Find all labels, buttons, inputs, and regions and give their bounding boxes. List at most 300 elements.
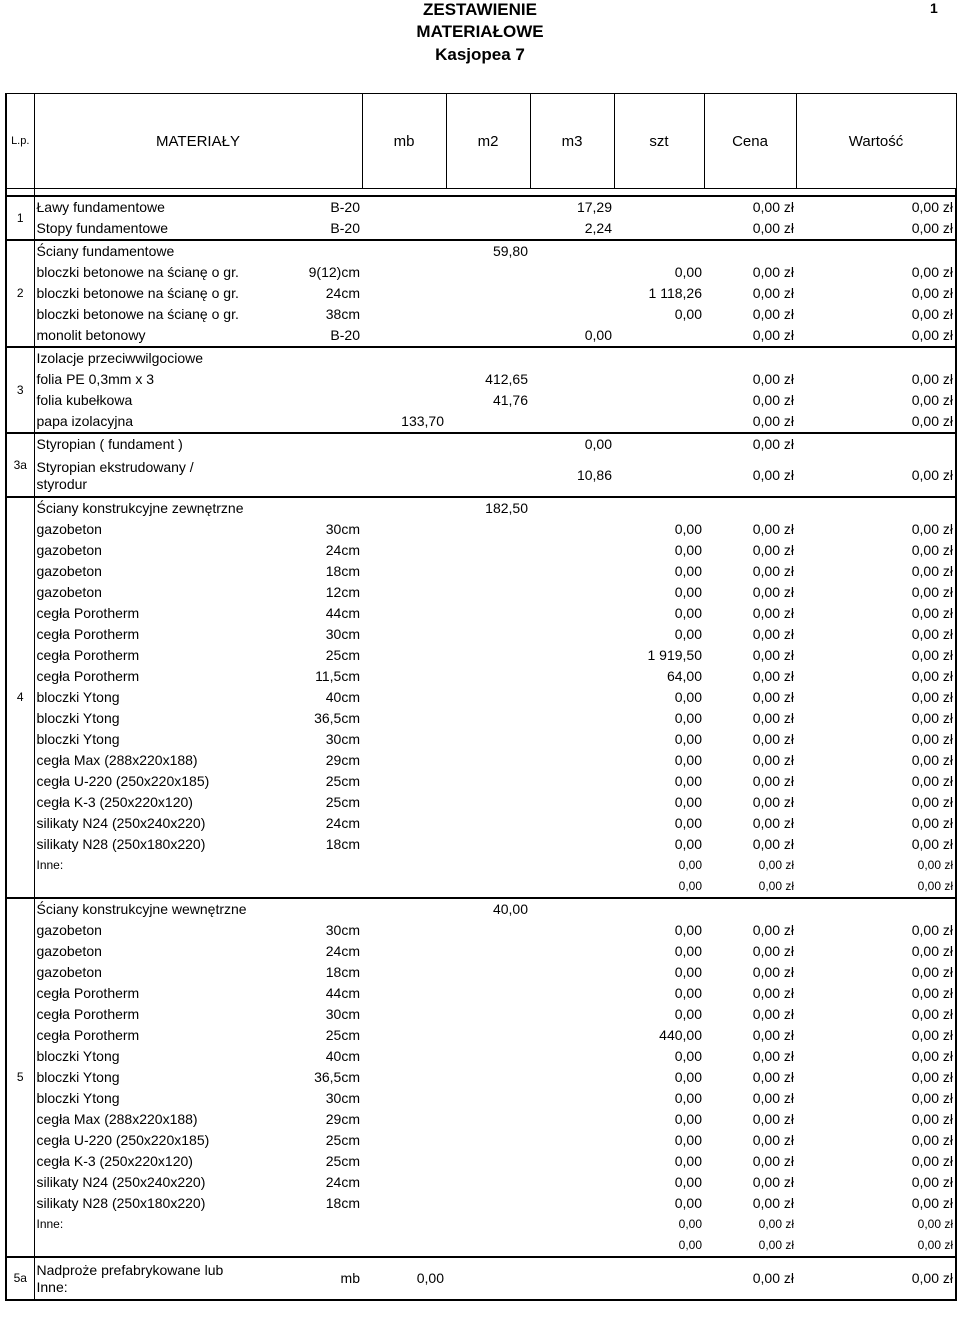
- m2-cell: 59,80: [446, 240, 530, 262]
- cena-cell: 0,00 zł: [752, 922, 794, 938]
- param-cell: B-20: [330, 327, 360, 343]
- empty-cell: [530, 1046, 614, 1067]
- table-row: [6, 347, 956, 369]
- empty-cell: [530, 708, 614, 729]
- empty-cell: [362, 433, 446, 455]
- wartosc-cell: 0,00 zł: [796, 1046, 956, 1067]
- wartosc-cell: 0,00 zł: [796, 834, 956, 855]
- table-row: [6, 729, 956, 750]
- szt-cell: 0,00: [674, 794, 702, 810]
- param-cell: 40cm: [325, 1048, 360, 1064]
- param-cell: 11,5cm: [315, 668, 360, 684]
- table-row: [6, 920, 956, 941]
- cena-cell: 0,00 zł: [752, 794, 794, 810]
- empty-cell: [362, 497, 446, 519]
- empty-cell: [446, 1257, 530, 1300]
- empty-cell: [530, 1193, 614, 1214]
- cena-cell: 0,00 zł: [752, 371, 794, 387]
- param-cell: 25cm: [325, 1153, 360, 1169]
- empty-cell: [362, 1046, 446, 1067]
- empty-cell: [530, 347, 614, 369]
- name-cell: gazobeton: [36, 584, 102, 600]
- empty-cell: [530, 304, 614, 325]
- empty-cell: [530, 750, 614, 771]
- mb-cell: 133,70: [401, 413, 444, 429]
- empty-cell: [362, 283, 446, 304]
- empty-cell: [362, 941, 446, 962]
- name-cell: bloczki betonowe na ścianę o gr.: [36, 306, 239, 322]
- cena-cell: 0,00 zł: [752, 731, 794, 747]
- name-cell: cegła Max (288x220x188): [36, 1111, 198, 1127]
- param-cell: 40cm: [325, 689, 360, 705]
- param-cell: 38cm: [325, 306, 360, 322]
- table-row: [6, 325, 956, 347]
- name-cell: silikaty N24 (250x240x220): [36, 815, 206, 831]
- table-row: [6, 792, 956, 813]
- cena-cell: 0,00 zł: [752, 773, 794, 789]
- wartosc-cell: 0,00 zł: [796, 325, 956, 347]
- wartosc-cell: 0,00 zł: [796, 603, 956, 624]
- empty-cell: [530, 771, 614, 792]
- name-cell: cegła Porotherm: [36, 1006, 140, 1022]
- empty-cell: [362, 1067, 446, 1088]
- empty-cell: [446, 1025, 530, 1046]
- param-cell: 24cm: [325, 815, 360, 831]
- cena-cell: 0,00 zł: [752, 647, 794, 663]
- param-cell: 18cm: [325, 964, 360, 980]
- name-cell: gazobeton: [36, 964, 102, 980]
- wartosc-cell: 0,00 zł: [796, 1109, 956, 1130]
- cena-cell: 0,00 zł: [752, 1006, 794, 1022]
- cena-cell: 0,00 zł: [752, 752, 794, 768]
- empty-cell: [530, 1130, 614, 1151]
- name-cell: bloczki Ytong: [36, 1048, 120, 1064]
- param-cell: 30cm: [325, 1006, 360, 1022]
- empty-cell: [446, 813, 530, 834]
- empty-cell: [446, 941, 530, 962]
- szt-cell: 0,00: [674, 306, 702, 322]
- table-row: [6, 304, 956, 325]
- name-cell: folia kubełkowa: [36, 392, 133, 408]
- header-materialy: MATERIAŁY: [34, 94, 362, 189]
- param-cell: 12cm: [325, 584, 360, 600]
- cena-cell: 0,00 zł: [758, 1238, 794, 1252]
- empty-cell: [446, 983, 530, 1004]
- empty-cell: [796, 240, 956, 262]
- empty-cell: [362, 561, 446, 582]
- table-row: [6, 855, 956, 876]
- name-cell: [34, 455, 302, 497]
- empty-cell: [446, 1130, 530, 1151]
- szt-cell: 0,00: [674, 1048, 702, 1064]
- header-lp: L.p.: [6, 94, 34, 189]
- m3-cell: 2,24: [584, 220, 612, 236]
- name-cell: silikaty N28 (250x180x220): [36, 1195, 206, 1211]
- empty-cell: [446, 1067, 530, 1088]
- cena-cell: 0,00 zł: [752, 327, 794, 343]
- empty-cell: [446, 920, 530, 941]
- empty-cell: [362, 708, 446, 729]
- empty-cell: [362, 771, 446, 792]
- empty-cell: [446, 962, 530, 983]
- empty-cell: [530, 1109, 614, 1130]
- empty-cell: [796, 433, 956, 455]
- szt-cell: 0,00: [674, 922, 702, 938]
- page-number: 1: [930, 0, 938, 16]
- cena-cell: 0,00 zł: [752, 668, 794, 684]
- wartosc-cell: 0,00 zł: [796, 1257, 956, 1300]
- szt-cell: 64,00: [666, 668, 702, 684]
- table-row: [6, 1257, 956, 1300]
- wartosc-cell: 0,00 zł: [796, 519, 956, 540]
- szt-cell: 0,00: [674, 815, 702, 831]
- wartosc-cell: 0,00 zł: [796, 771, 956, 792]
- table-row: [6, 1193, 956, 1214]
- cena-cell: 0,00 zł: [752, 1069, 794, 1085]
- empty-cell: [446, 1046, 530, 1067]
- param-cell: 18cm: [325, 1195, 360, 1211]
- empty-cell: [530, 1025, 614, 1046]
- szt-cell: 0,00: [674, 1111, 702, 1127]
- table-row: [6, 624, 956, 645]
- param-cell: 44cm: [325, 605, 360, 621]
- szt-cell: 0,00: [678, 858, 702, 872]
- name-cell: cegła U-220 (250x220x185): [36, 1132, 210, 1148]
- name-cell: cegła Porotherm: [36, 668, 140, 684]
- table-row: [6, 1025, 956, 1046]
- wartosc-cell: 0,00 zł: [796, 218, 956, 240]
- cena-cell: 0,00 zł: [752, 1174, 794, 1190]
- cena-cell: 0,00 zł: [752, 1195, 794, 1211]
- empty-cell: [614, 325, 704, 347]
- table-row: [6, 433, 956, 455]
- empty-cell: [614, 240, 704, 262]
- param-cell: 44cm: [325, 985, 360, 1001]
- empty-cell: [446, 519, 530, 540]
- name-cell: silikaty N24 (250x240x220): [36, 1174, 206, 1190]
- row-number: 5: [6, 898, 34, 1257]
- empty-cell: [34, 876, 302, 898]
- header-cena: Cena: [704, 94, 796, 189]
- empty-cell: [302, 390, 362, 411]
- empty-cell: [362, 645, 446, 666]
- header-szt: szt: [614, 94, 704, 189]
- table-row: [6, 687, 956, 708]
- wartosc-cell: 0,00 zł: [796, 792, 956, 813]
- m3-cell: 10,86: [576, 467, 612, 483]
- empty-cell: [302, 855, 362, 876]
- empty-cell: [446, 1109, 530, 1130]
- empty-cell: [446, 325, 530, 347]
- cena-cell: 0,00 zł: [704, 1257, 796, 1300]
- table-row: [6, 1046, 956, 1067]
- empty-cell: [362, 519, 446, 540]
- empty-cell: [362, 218, 446, 240]
- wartosc-cell: 0,00 zł: [796, 1172, 956, 1193]
- cena-cell: 0,00 zł: [752, 964, 794, 980]
- header-m2: m2: [446, 94, 530, 189]
- szt-cell: 0,00: [674, 836, 702, 852]
- name-cell: silikaty N28 (250x180x220): [36, 836, 206, 852]
- empty-cell: [614, 898, 704, 920]
- table-row: [6, 262, 956, 283]
- wartosc-cell: 0,00 zł: [796, 1214, 956, 1235]
- empty-cell: [530, 687, 614, 708]
- name-cell: cegła Porotherm: [36, 1027, 140, 1043]
- empty-cell: [362, 1214, 446, 1235]
- empty-cell: [530, 941, 614, 962]
- table-row: [6, 218, 956, 240]
- empty-cell: [362, 855, 446, 876]
- empty-cell: [530, 283, 614, 304]
- name-cell: gazobeton: [36, 922, 102, 938]
- table-row: [6, 283, 956, 304]
- title-line3: Kasjopea 7: [435, 45, 525, 64]
- cena-cell: 0,00 zł: [752, 413, 794, 429]
- empty-cell: [530, 411, 614, 433]
- empty-cell: [530, 645, 614, 666]
- empty-cell: [446, 1004, 530, 1025]
- name-cell: Stopy fundamentowe: [36, 220, 169, 236]
- szt-cell: 0,00: [674, 1069, 702, 1085]
- name-cell: bloczki betonowe na ścianę o gr.: [36, 285, 239, 301]
- szt-cell: 1 118,26: [648, 285, 702, 301]
- empty-cell: [302, 347, 362, 369]
- table-row: [6, 876, 956, 898]
- cena-cell: 0,00 zł: [752, 521, 794, 537]
- param-cell: 24cm: [325, 943, 360, 959]
- table-row: [6, 369, 956, 390]
- name-line2: styrodur: [36, 475, 88, 492]
- empty-cell: [530, 1088, 614, 1109]
- name-cell: bloczki Ytong: [36, 731, 120, 747]
- szt-cell: 0,00: [674, 1132, 702, 1148]
- mb-cell: 0,00: [362, 1257, 446, 1300]
- empty-cell: [796, 347, 956, 369]
- cena-cell: 0,00 zł: [752, 264, 794, 280]
- empty-cell: [362, 1130, 446, 1151]
- m2-cell: 182,50: [446, 497, 530, 519]
- empty-cell: [446, 455, 530, 497]
- szt-cell: 0,00: [674, 773, 702, 789]
- row-number: 3: [6, 347, 34, 433]
- empty-cell: [446, 855, 530, 876]
- cena-cell: 0,00 zł: [758, 858, 794, 872]
- name-cell: gazobeton: [36, 563, 102, 579]
- name-cell: Inne:: [36, 1217, 64, 1231]
- empty-cell: [614, 347, 704, 369]
- wartosc-cell: 0,00 zł: [796, 582, 956, 603]
- szt-cell: 0,00: [674, 731, 702, 747]
- param-cell: 30cm: [325, 922, 360, 938]
- param-cell: B-20: [302, 196, 362, 218]
- empty-cell: [704, 240, 796, 262]
- wartosc-cell: 0,00 zł: [796, 920, 956, 941]
- title-line1: ZESTAWIENIE: [423, 0, 537, 19]
- row-number: 4: [6, 497, 34, 898]
- name-cell: folia PE 0,3mm x 3: [36, 371, 154, 387]
- empty-cell: [530, 855, 614, 876]
- empty-cell: [446, 433, 530, 455]
- cena-cell: 0,00 zł: [752, 306, 794, 322]
- empty-cell: [362, 750, 446, 771]
- empty-cell: [362, 540, 446, 561]
- table-row: [6, 708, 956, 729]
- param-cell: 30cm: [325, 731, 360, 747]
- m3-cell: 0,00: [584, 327, 612, 343]
- empty-cell: [796, 898, 956, 920]
- empty-cell: [302, 240, 362, 262]
- param-cell: 30cm: [325, 1090, 360, 1106]
- header-mb: mb: [362, 94, 446, 189]
- param-cell: 36,5cm: [314, 710, 360, 726]
- szt-cell: 440,00: [659, 1027, 702, 1043]
- empty-cell: [530, 962, 614, 983]
- cena-cell: 0,00 zł: [758, 879, 794, 893]
- name-cell: Ściany konstrukcyjne wewnętrzne: [34, 898, 302, 920]
- empty-cell: [446, 304, 530, 325]
- szt-cell: 0,00: [674, 605, 702, 621]
- empty-cell: [446, 1235, 530, 1257]
- empty-cell: [302, 1235, 362, 1257]
- param-cell: 29cm: [325, 1111, 360, 1127]
- param-cell: 25cm: [325, 647, 360, 663]
- table-row: [6, 1214, 956, 1235]
- wartosc-cell: 0,00 zł: [796, 962, 956, 983]
- empty-cell: [530, 1172, 614, 1193]
- name-cell: papa izolacyjna: [36, 413, 134, 429]
- empty-cell: [446, 1214, 530, 1235]
- name-cell: cegła Porotherm: [36, 626, 140, 642]
- empty-cell: [796, 497, 956, 519]
- empty-cell: [530, 240, 614, 262]
- table-row: [6, 1109, 956, 1130]
- szt-cell: 1 919,50: [647, 647, 702, 663]
- param-cell: 24cm: [325, 542, 360, 558]
- wartosc-cell: 0,00 zł: [796, 1088, 956, 1109]
- wartosc-cell: 0,00 zł: [796, 750, 956, 771]
- cena-cell: 0,00 zł: [752, 584, 794, 600]
- empty-cell: [362, 262, 446, 283]
- param-cell: 24cm: [325, 1174, 360, 1190]
- empty-cell: [530, 983, 614, 1004]
- cena-cell: 0,00 zł: [752, 285, 794, 301]
- cena-cell: 0,00 zł: [704, 196, 796, 218]
- wartosc-cell: 0,00 zł: [796, 1004, 956, 1025]
- cena-cell: 0,00 zł: [752, 392, 794, 408]
- szt-cell: 0,00: [674, 264, 702, 280]
- empty-cell: [362, 1235, 446, 1257]
- param-cell: 30cm: [325, 521, 360, 537]
- empty-cell: [614, 196, 704, 218]
- cena-cell: 0,00 zł: [752, 943, 794, 959]
- m3-cell: 0,00: [530, 433, 614, 455]
- name-cell: cegła U-220 (250x220x185): [36, 773, 210, 789]
- wartosc-cell: 0,00 zł: [796, 941, 956, 962]
- table-row: [6, 834, 956, 855]
- empty-cell: [614, 497, 704, 519]
- table-row: [6, 813, 956, 834]
- row-number: 5a: [6, 1257, 34, 1300]
- name-cell: Izolacje przeciwwilgociowe: [34, 347, 302, 369]
- empty-cell: [362, 792, 446, 813]
- empty-cell: [446, 1172, 530, 1193]
- wartosc-cell: 0,00 zł: [796, 666, 956, 687]
- cena-cell: 0,00 zł: [752, 563, 794, 579]
- name-cell: gazobeton: [36, 943, 102, 959]
- empty-cell: [530, 898, 614, 920]
- table-row: [6, 1088, 956, 1109]
- empty-cell: [362, 876, 446, 898]
- cena-cell: 0,00 zł: [752, 1111, 794, 1127]
- empty-cell: [614, 455, 704, 497]
- empty-cell: [362, 582, 446, 603]
- row-number: 2: [6, 240, 34, 347]
- szt-cell: 0,00: [674, 689, 702, 705]
- empty-cell: [362, 834, 446, 855]
- param-cell: B-20: [330, 220, 360, 236]
- empty-cell: [530, 1257, 614, 1300]
- table-row: [6, 1172, 956, 1193]
- materials-table: [5, 93, 957, 1301]
- empty-cell: [530, 792, 614, 813]
- empty-cell: [530, 1235, 614, 1257]
- param-cell: 24cm: [325, 285, 360, 301]
- cena-cell: 0,00 zł: [752, 815, 794, 831]
- table-row: [6, 983, 956, 1004]
- cena-cell: 0,00 zł: [752, 467, 794, 483]
- empty-cell: [530, 603, 614, 624]
- param-cell: 18cm: [325, 563, 360, 579]
- cena-cell: 0,00 zł: [752, 220, 794, 236]
- table-row: [6, 1151, 956, 1172]
- param-cell: 25cm: [325, 794, 360, 810]
- empty-cell: [446, 540, 530, 561]
- empty-cell: [446, 347, 530, 369]
- name-cell: bloczki Ytong: [36, 1090, 120, 1106]
- cena-cell: 0,00 zł: [752, 1027, 794, 1043]
- empty-cell: [362, 898, 446, 920]
- param-cell: 9(12)cm: [308, 264, 360, 280]
- cena-cell: 0,00 zł: [752, 626, 794, 642]
- name-cell: monolit betonowy: [36, 327, 146, 343]
- table-row: [6, 1067, 956, 1088]
- empty-cell: [446, 834, 530, 855]
- name-line1: Styropian ekstrudowany /: [36, 458, 194, 475]
- empty-cell: [530, 624, 614, 645]
- empty-cell: [614, 411, 704, 433]
- name-cell: gazobeton: [36, 521, 102, 537]
- param-cell: 25cm: [325, 773, 360, 789]
- name-cell: bloczki Ytong: [36, 689, 120, 705]
- table-row: [6, 1235, 956, 1257]
- empty-cell: [362, 962, 446, 983]
- m2-cell: 412,65: [485, 371, 528, 387]
- param-cell: mb: [302, 1257, 362, 1300]
- szt-cell: 0,00: [674, 563, 702, 579]
- szt-cell: 0,00: [674, 521, 702, 537]
- empty-cell: [446, 561, 530, 582]
- empty-cell: [530, 540, 614, 561]
- empty-cell: [530, 729, 614, 750]
- table-row: [6, 411, 956, 433]
- empty-cell: [704, 497, 796, 519]
- name-cell: Styropian ( fundament ): [34, 433, 302, 455]
- empty-cell: [362, 1151, 446, 1172]
- param-cell: 18cm: [325, 836, 360, 852]
- empty-cell: [362, 390, 446, 411]
- empty-cell: [530, 920, 614, 941]
